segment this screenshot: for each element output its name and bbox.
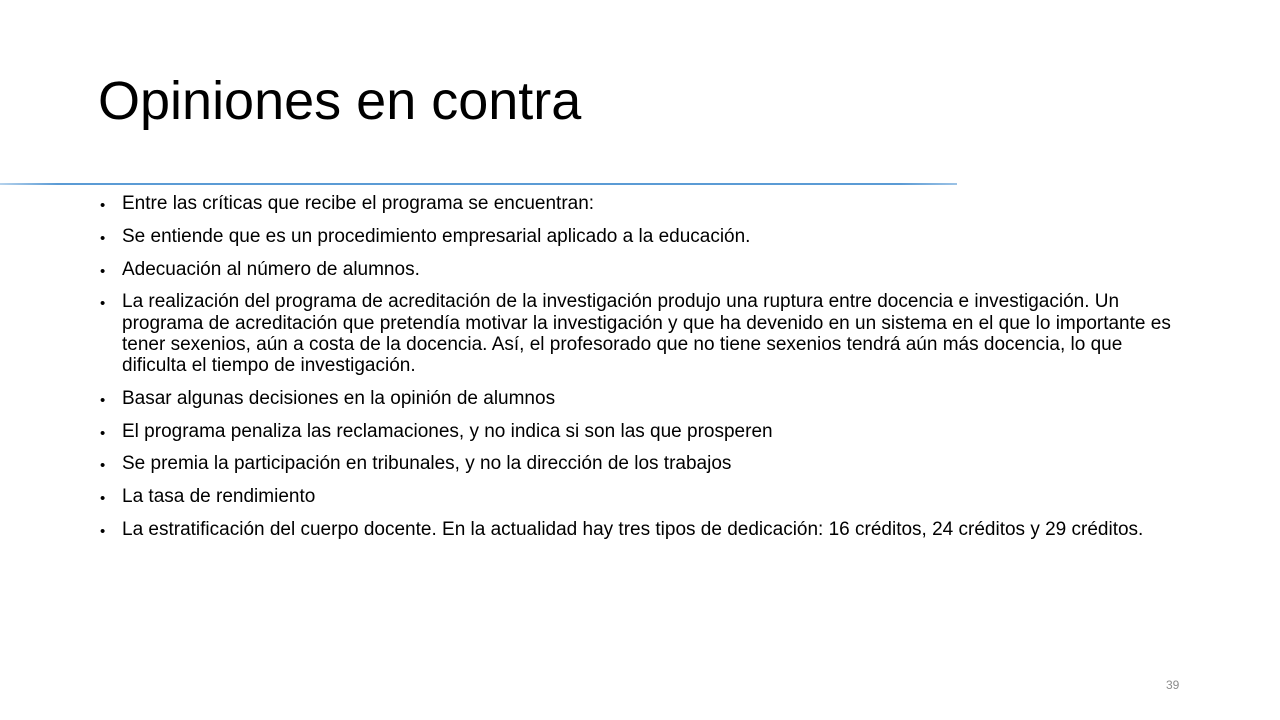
bullet-text: La realización del programa de acreditación de la investigación produjo una ruptura entre docencia e investigación. Un programa de acreditación que pretendía motivar la investigación y que ha devenido en un sistema en el que lo importante es tener sexenios, aún a costa de la docencia. Así, el profesorado que no tiene sexenios tendrá aún más docencia, lo que dificulta el tiempo de investigación. (122, 291, 1171, 377)
bullet-text: La estratificación del cuerpo docente. En la actualidad hay tres tipos de dedicación: 16 créditos, 24 créditos y 29 créditos. (122, 518, 1144, 540)
bullet-item (98, 519, 1178, 540)
title-underline-rule (0, 183, 957, 185)
bullet-item (98, 226, 1178, 247)
bullet-item (98, 453, 1178, 474)
bullet-dot-icon: • (100, 229, 106, 247)
bullet-text: Adecuación al número de alumnos. (122, 258, 420, 280)
bullet-text: La tasa de rendimiento (122, 486, 316, 508)
slide-title: Opiniones en contra (98, 71, 582, 131)
bullet-dot-icon: • (100, 457, 106, 475)
bullet-text: Se entiende que es un procedimiento empresarial aplicado a la educación. (122, 225, 751, 247)
bullet-text: Basar algunas decisiones en la opinión de alumnos (122, 387, 556, 409)
bullet-list (98, 193, 1178, 552)
bullet-dot-icon: • (100, 391, 106, 409)
bullet-item (98, 291, 1178, 376)
page-number: 39 (1166, 678, 1180, 692)
bullet-dot-icon: • (100, 197, 106, 214)
bullet-dot-icon: • (100, 424, 106, 442)
bullet-item (98, 486, 1178, 507)
bullet-dot-icon: • (100, 522, 106, 540)
bullet-item (98, 259, 1178, 280)
bullet-text: Se premia la participación en tribunales, y no la dirección de los trabajos (122, 453, 732, 475)
bullet-item (98, 388, 1178, 409)
bullet-text: Entre las críticas que recibe el programa se encuentran: (122, 193, 595, 214)
bullet-item (98, 421, 1178, 442)
bullet-text: El programa penaliza las reclamaciones, y no indica si son las que prosperen (122, 420, 773, 442)
bullet-dot-icon: • (100, 262, 106, 280)
bullet-dot-icon: • (100, 295, 106, 313)
bullet-item (98, 193, 1178, 214)
bullet-dot-icon: • (100, 490, 106, 508)
